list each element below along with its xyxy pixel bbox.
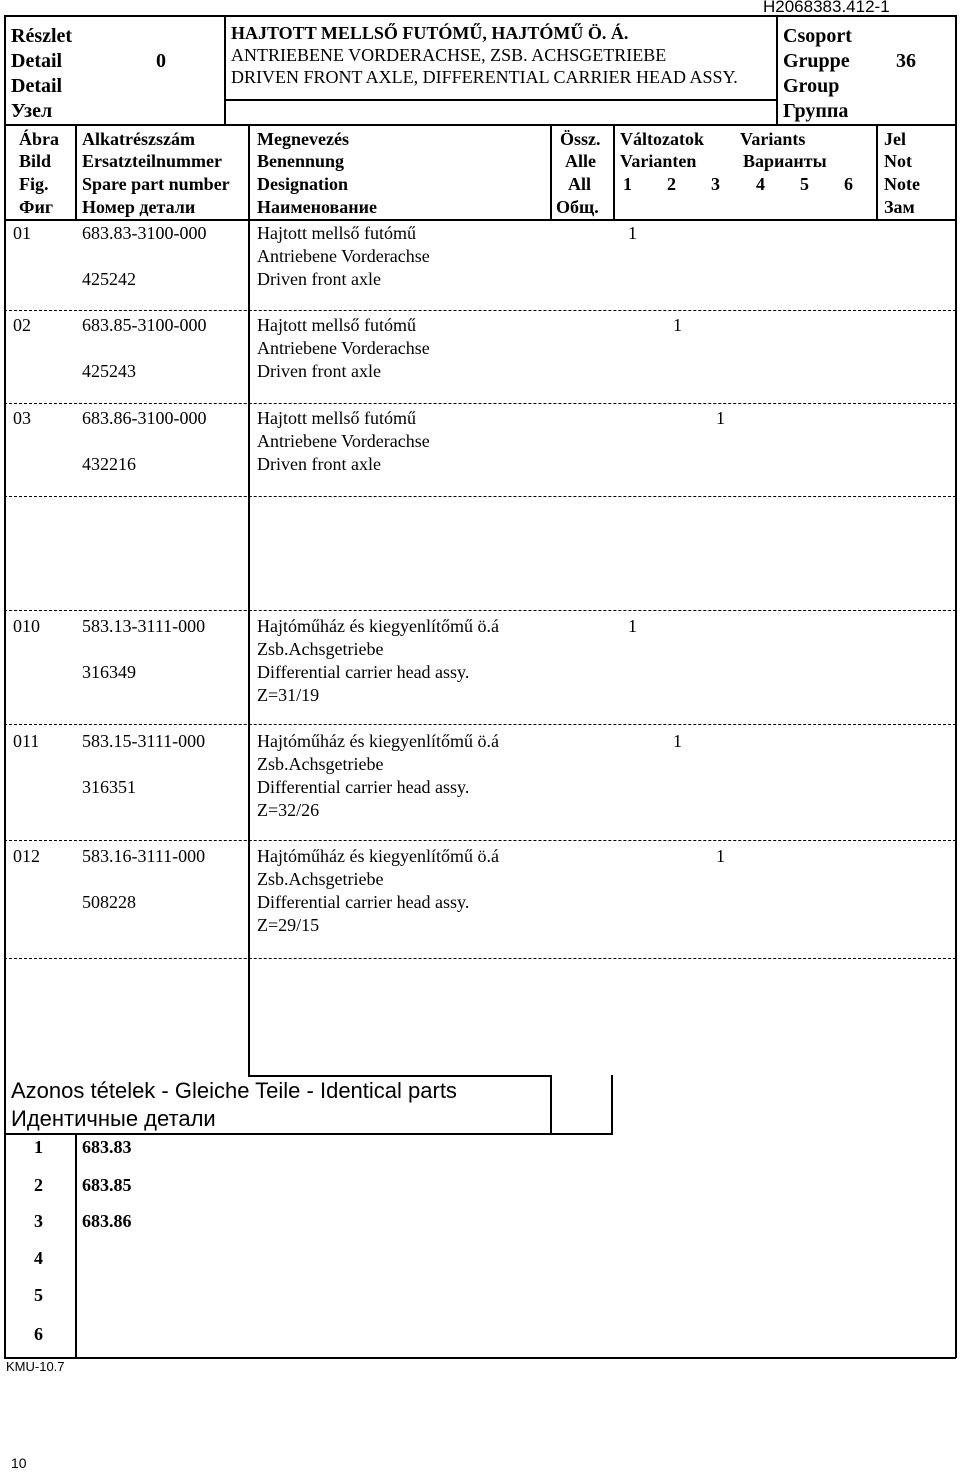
identical-item-value: 683.86 — [82, 1211, 132, 1231]
col-variants-de: Varianten — [620, 151, 697, 171]
row-fig: 010 — [13, 616, 40, 636]
row-name-de: Zsb.Achsgetriebe — [257, 869, 384, 889]
group-number: 36 — [896, 50, 916, 72]
variant-col-4: 4 — [756, 174, 765, 194]
row-name-hu: Hajtott mellső futómű — [257, 408, 416, 428]
col-designation-de: Benennung — [257, 151, 345, 171]
identical-item-value: 683.85 — [82, 1175, 132, 1195]
row-qty: 1 — [628, 616, 637, 636]
row-ratio: Z=29/15 — [257, 915, 320, 935]
form-code: KMU-10.7 — [6, 1359, 65, 1374]
row-part-number: 683.86-3100-000 — [82, 408, 207, 428]
row-ratio: Z=31/19 — [257, 685, 320, 705]
title-de: ANTRIEBENE VORDERACHSE, ZSB. ACHSGETRIEBE — [231, 45, 667, 65]
row-name-de: Zsb.Achsgetriebe — [257, 639, 384, 659]
col-fig-ru: Фиг — [19, 197, 54, 217]
row-code: 432216 — [82, 454, 136, 474]
detail-number: 0 — [156, 50, 166, 72]
identical-item-number: 4 — [34, 1248, 43, 1268]
col-variants-ru: Варианты — [743, 151, 827, 171]
row-qty: 1 — [716, 846, 725, 866]
identical-item-number: 2 — [34, 1175, 43, 1195]
identical-item-number: 3 — [34, 1211, 43, 1231]
row-fig: 011 — [13, 731, 40, 751]
col-designation-hu: Megnevezés — [257, 129, 349, 149]
col-variants-hu: Változatok — [620, 129, 704, 149]
detail-label-ru: Узел — [11, 100, 53, 122]
col-note-ru: Зам — [884, 197, 915, 217]
row-fig: 02 — [13, 315, 31, 335]
row-code: 316351 — [82, 777, 136, 797]
row-qty: 1 — [628, 223, 637, 243]
identical-parts-title-ru: Идентичные детали — [11, 1106, 216, 1131]
row-name-hu: Hajtóműház és kiegyenlítőmű ö.á — [257, 846, 499, 866]
row-part-number: 583.16-3111-000 — [82, 846, 206, 866]
group-label-de: Gruppe — [783, 50, 850, 72]
row-name-en: Driven front axle — [257, 361, 381, 381]
col-fig-hu: Ábra — [19, 129, 59, 149]
col-variants-en: Variants — [740, 129, 806, 149]
row-part-number: 683.83-3100-000 — [82, 223, 207, 243]
row-fig: 012 — [13, 846, 40, 866]
col-note-de: Not — [884, 151, 912, 171]
group-label-ru: Группа — [783, 100, 849, 122]
row-name-de: Antriebene Vorderachse — [257, 246, 430, 266]
col-part-en: Spare part number — [82, 174, 230, 194]
row-code: 508228 — [82, 892, 136, 912]
title-hu: HAJTOTT MELLSŐ FUTÓMŰ, HAJTÓMŰ Ö. Á. — [231, 23, 629, 43]
row-fig: 01 — [13, 223, 31, 243]
row-name-en: Differential carrier head assy. — [257, 777, 470, 797]
row-name-hu: Hajtóműház és kiegyenlítőmű ö.á — [257, 731, 499, 751]
row-name-en: Driven front axle — [257, 269, 381, 289]
row-qty: 1 — [716, 408, 725, 428]
identical-item-number: 1 — [34, 1137, 43, 1157]
col-designation-en: Designation — [257, 174, 349, 194]
variant-col-3: 3 — [711, 174, 720, 194]
col-all-hu: Össz. — [560, 129, 601, 149]
row-qty: 1 — [673, 731, 682, 751]
identical-parts-title: Azonos tételek - Gleiche Teile - Identical parts — [11, 1078, 457, 1103]
col-all-en: All — [568, 174, 592, 194]
row-name-de: Antriebene Vorderachse — [257, 431, 430, 451]
row-qty: 1 — [673, 315, 682, 335]
col-fig-en: Fig. — [19, 174, 49, 194]
identical-item-number: 5 — [34, 1285, 43, 1305]
col-part-hu: Alkatrészszám — [82, 129, 195, 149]
col-note-en: Note — [884, 174, 920, 194]
row-code: 425243 — [82, 361, 136, 381]
variant-col-6: 6 — [844, 174, 853, 194]
variant-col-5: 5 — [800, 174, 809, 194]
col-designation-ru: Наименование — [257, 197, 377, 217]
row-name-hu: Hajtóműház és kiegyenlítőmű ö.á — [257, 616, 499, 636]
col-all-de: Alle — [565, 151, 596, 171]
identical-item-value: 683.83 — [82, 1137, 132, 1157]
col-all-ru: Общ. — [556, 197, 599, 217]
identical-item-number: 6 — [34, 1324, 43, 1344]
row-code: 425242 — [82, 269, 136, 289]
document-code: H2068383.412-1 — [763, 0, 890, 16]
title-en: DRIVEN FRONT AXLE, DIFFERENTIAL CARRIER HEAD ASSY. — [231, 67, 738, 87]
variant-col-2: 2 — [667, 174, 676, 194]
row-name-en: Differential carrier head assy. — [257, 662, 470, 682]
row-name-de: Zsb.Achsgetriebe — [257, 754, 384, 774]
row-ratio: Z=32/26 — [257, 800, 320, 820]
row-part-number: 583.15-3111-000 — [82, 731, 206, 751]
row-part-number: 583.13-3111-000 — [82, 616, 206, 636]
group-label-hu: Csoport — [783, 25, 852, 47]
row-part-number: 683.85-3100-000 — [82, 315, 207, 335]
col-part-de: Ersatzteilnummer — [82, 151, 222, 171]
col-part-ru: Номер детали — [82, 197, 196, 217]
row-name-en: Differential carrier head assy. — [257, 892, 470, 912]
row-fig: 03 — [13, 408, 31, 428]
page-number: 10 — [11, 1455, 27, 1471]
detail-label-de: Detail — [11, 50, 63, 72]
detail-label-en: Detail — [11, 75, 63, 97]
row-name-hu: Hajtott mellső futómű — [257, 223, 416, 243]
variant-col-1: 1 — [623, 174, 632, 194]
row-name-de: Antriebene Vorderachse — [257, 338, 430, 358]
row-name-hu: Hajtott mellső futómű — [257, 315, 416, 335]
row-code: 316349 — [82, 662, 136, 682]
col-note-hu: Jel — [884, 129, 906, 149]
row-name-en: Driven front axle — [257, 454, 381, 474]
detail-label-hu: Részlet — [11, 25, 73, 47]
group-label-en: Group — [783, 75, 840, 97]
col-fig-de: Bild — [19, 151, 52, 171]
